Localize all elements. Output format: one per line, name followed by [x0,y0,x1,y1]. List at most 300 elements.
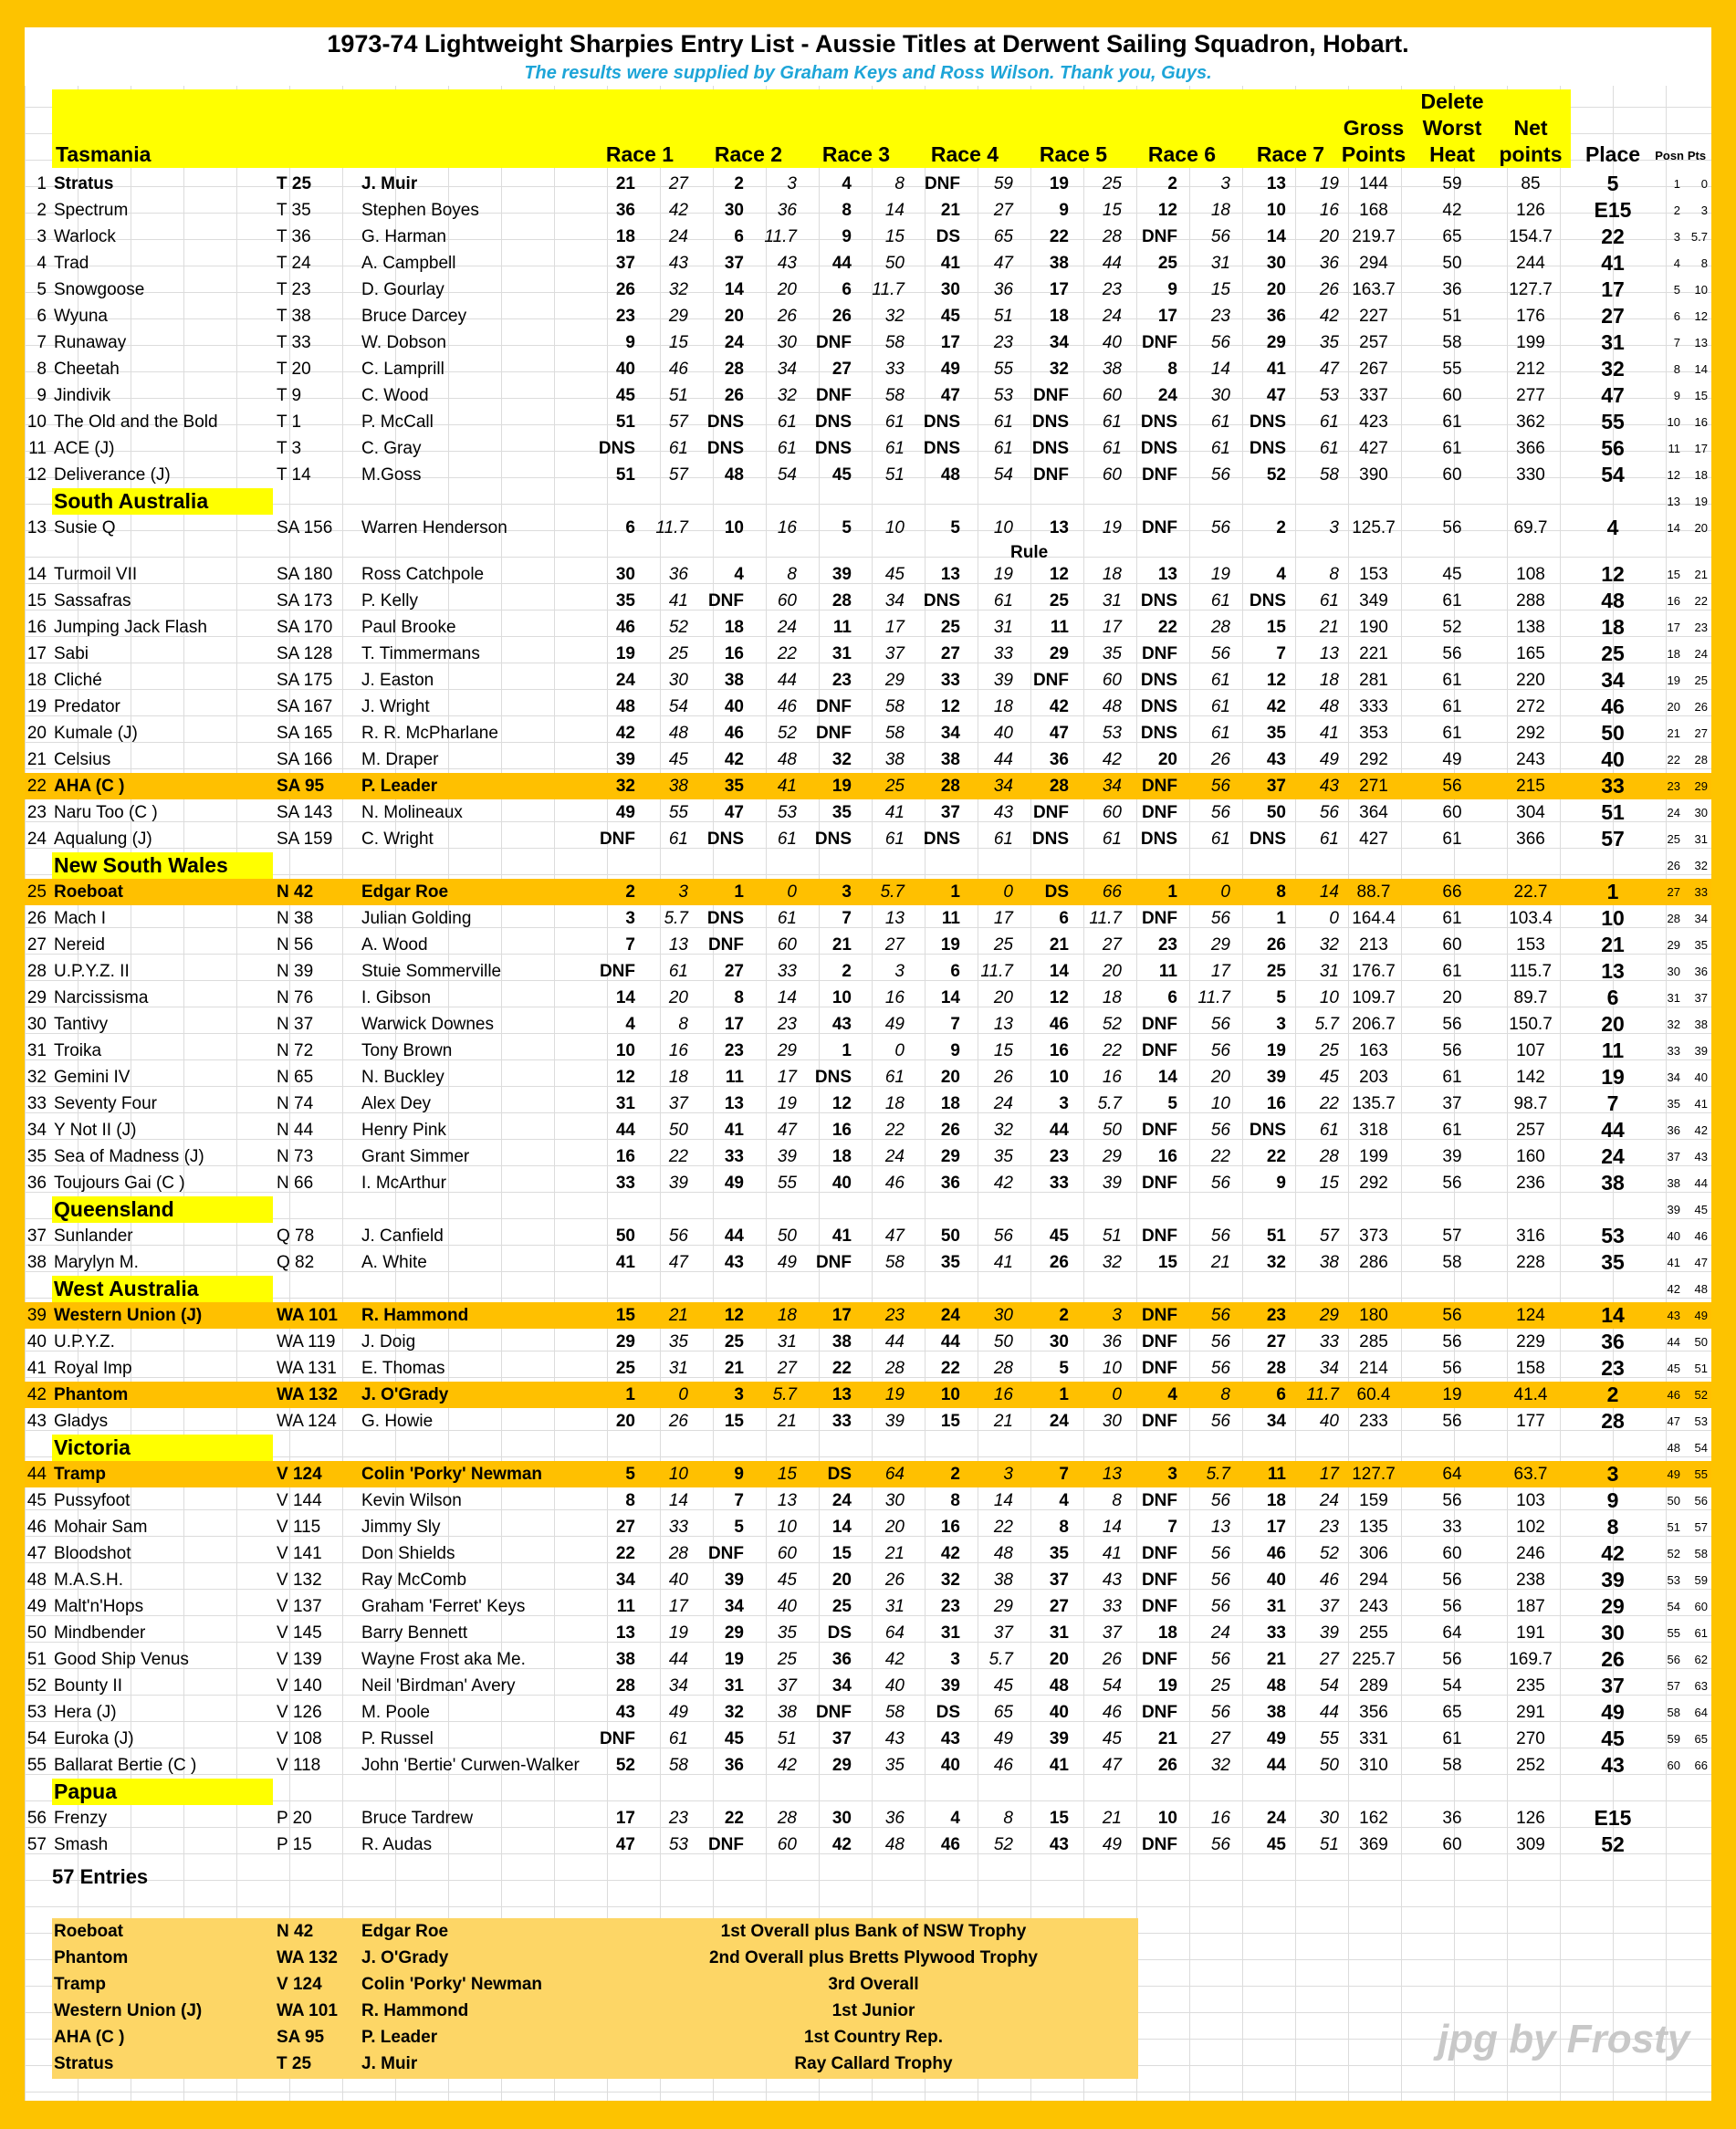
worst-heat: 54 [1442,1676,1462,1696]
pts-value: 58 [1694,1547,1708,1560]
race-4-points: 59 [993,174,1013,193]
final-place: 17 [1601,277,1625,301]
race-7-place: 6 [1276,1385,1286,1404]
race-4-place: 5 [950,518,960,537]
race-5-place: 17 [1049,280,1069,299]
race-5-place: 16 [1049,1041,1069,1060]
boat-name: Sea of Madness (J) [54,1147,204,1166]
posn-value: 50 [1667,1494,1680,1508]
race-3-place: 20 [831,1571,852,1590]
boat-name: Tantivy [54,1015,109,1034]
entry-number: 49 [26,1597,47,1616]
entry-number: 18 [26,671,47,690]
gross-points: 180 [1359,1306,1388,1325]
gross-points: 331 [1359,1729,1388,1748]
race-5-points: 32 [1102,1253,1122,1272]
race-1-points: 34 [668,1676,688,1696]
race-1-place: 3 [625,909,635,928]
race-1-place: DNF [599,1729,635,1748]
race-4-points: 61 [993,591,1013,611]
race-4-place: 25 [940,618,960,637]
state-section-row [25,1196,1711,1223]
race-5-points: 54 [1102,1676,1122,1696]
race-3-place: 30 [831,1809,852,1828]
posn-value: 53 [1667,1573,1680,1587]
posn-value: 2 [1673,204,1680,217]
skipper-name: C. Wood [361,386,429,405]
award-boat: AHA (C ) [54,2028,125,2047]
race-2-points: 14 [777,988,797,1007]
race-3-points: 42 [884,1650,905,1669]
posn-value: 60 [1667,1759,1680,1772]
award-sail: SA 95 [277,2028,325,2047]
net-points: 108 [1516,565,1545,584]
worst-heat: 39 [1442,1147,1462,1166]
gross-points: 427 [1359,439,1388,458]
race-7-points: 19 [1319,174,1339,193]
table-row [25,356,1711,382]
final-place: 25 [1601,642,1625,665]
race-7-points: 57 [1319,1226,1339,1246]
sail-number: T 35 [277,201,311,220]
table-row [25,1117,1711,1143]
race-3-points: 8 [894,174,905,193]
race-5-points: 15 [1102,201,1122,220]
entry-number: 19 [26,697,47,716]
worst-heat: 61 [1442,412,1462,432]
race-2-points: 38 [777,1703,797,1722]
race-3-points: 45 [884,565,905,584]
skipper-name: J. Muir [361,174,418,193]
race-4-place: 3 [950,1650,960,1669]
race-6-place: DNF [1141,1041,1177,1060]
race-5-place: 44 [1049,1121,1069,1140]
race-2-points: 60 [777,935,797,955]
boat-name: Gemini IV [54,1068,131,1087]
state-heading: Victoria [52,1435,273,1461]
worst-heat: 45 [1442,565,1462,584]
race-1-place: 23 [615,307,635,326]
pts-value: 59 [1694,1573,1708,1587]
sail-number: N 76 [277,988,314,1007]
race-7-place: 18 [1266,1491,1286,1510]
race-6-place: DNF [1141,1650,1177,1669]
final-place: 28 [1601,1409,1625,1433]
race-4-place: 4 [950,1809,960,1828]
race-2-points: 45 [777,1571,797,1590]
race-6-place: DNF [1141,1571,1177,1590]
entry-number: 33 [26,1094,47,1113]
race-5-place: 25 [1049,591,1069,611]
pts-value: 50 [1694,1335,1708,1349]
table-row [25,985,1711,1011]
worst-heat: 49 [1442,750,1462,769]
race-6-points: 32 [1210,1756,1230,1775]
skipper-name: J. Wright [361,697,430,716]
race-1-points: 57 [668,412,688,432]
race-6-place: DNF [1141,227,1177,246]
sail-number: Q 82 [277,1253,315,1272]
race-3-points: 61 [884,439,905,458]
race-4-points: 19 [993,565,1013,584]
race-5-place: 27 [1049,1597,1069,1616]
posn-value: 55 [1667,1626,1680,1640]
race-3-place: DNF [815,386,852,405]
race-1-points: 10 [668,1465,688,1484]
final-place: 35 [1601,1250,1625,1274]
sail-number: N 56 [277,935,314,955]
pts-value: 64 [1694,1706,1708,1719]
race-7-points: 61 [1319,591,1339,611]
race-6-place: 20 [1157,750,1177,769]
race-3-place: 19 [831,777,852,796]
race-6-points: 56 [1210,1835,1230,1854]
race-2-points: 51 [777,1729,797,1748]
sail-number: Q 78 [277,1226,315,1246]
race-1-place: 15 [615,1306,635,1325]
posn-value: 20 [1667,700,1680,714]
boat-name: Euroka (J) [54,1729,134,1748]
race-7-points: 40 [1319,1412,1339,1431]
race-5-place: 45 [1049,1226,1069,1246]
sail-number: T 23 [277,280,311,299]
race-2-points: 60 [777,1544,797,1563]
entry-number: 9 [37,386,47,405]
race-7-place: 3 [1276,1015,1286,1034]
skipper-name: P. McCall [361,412,434,432]
race-1-place: 30 [615,565,635,584]
posn-value: 28 [1667,912,1680,925]
award-boat: Roeboat [54,1922,123,1941]
race-7-place: 14 [1266,227,1286,246]
net-points: 127.7 [1509,280,1553,299]
posn-value: 38 [1667,1176,1680,1190]
pts-value: 36 [1694,965,1708,978]
race-6-place: 10 [1157,1809,1177,1828]
race-2-place: 21 [724,1359,744,1378]
net-points: 169.7 [1509,1650,1553,1669]
final-place: 50 [1601,721,1625,745]
boat-name: Good Ship Venus [54,1650,189,1669]
table-row [25,561,1711,588]
race-2-points: 53 [777,803,797,822]
gross-points: 255 [1359,1623,1388,1643]
skipper-name: J. O'Grady [361,1385,449,1404]
race-6-points: 56 [1210,803,1230,822]
race-2-place: DNF [707,1544,744,1563]
posn-value: 47 [1667,1414,1680,1428]
page-subtitle: The results were supplied by Graham Keys and Ross Wilson. Thank you, Guys. [25,60,1711,86]
race-2-place: 45 [724,1729,744,1748]
race-2-place: 31 [724,1676,744,1696]
race-3-place: 17 [831,1306,852,1325]
boat-name: Troika [54,1041,102,1060]
race-5-points: 25 [1102,174,1122,193]
race-3-place: 44 [831,254,852,273]
race-3-place: 45 [831,465,852,485]
race-5-place: 11 [1050,618,1069,637]
race-5-points: 42 [1102,750,1122,769]
race-2-place: 17 [724,1015,744,1034]
race-4-place: DNS [923,412,960,432]
race-7-place: 11 [1267,1465,1286,1484]
race-1-place: 51 [615,465,635,485]
table-row [25,1408,1711,1435]
race-4-place: 12 [940,697,960,716]
race-4-points: 8 [1003,1809,1013,1828]
posn-value: 36 [1667,1123,1680,1137]
race-3-points: 21 [884,1544,905,1563]
net-points: 153 [1516,935,1545,955]
table-row [25,329,1711,356]
race-5-place: 33 [1049,1174,1069,1193]
pts-value: 24 [1694,647,1708,661]
race-5-points: 26 [1102,1650,1122,1669]
sail-number: SA 175 [277,671,333,690]
boat-name: Tramp [54,1465,107,1484]
race-5-points: 40 [1102,333,1122,352]
pts-value: 29 [1694,779,1708,793]
sail-number: WA 124 [277,1412,337,1431]
race-5-points: 37 [1102,1623,1122,1643]
race-4-points: 10 [993,518,1013,537]
race-6-place: 13 [1157,565,1177,584]
race-6-place: DNF [1141,1174,1177,1193]
table-row [25,1355,1711,1382]
race-6-place: 5 [1167,1094,1177,1113]
race-3-place: DS [827,1465,852,1484]
race-5-points: 13 [1102,1465,1122,1484]
sail-number: SA 166 [277,750,333,769]
pts-value: 28 [1694,753,1708,767]
race-6-place: DNF [1141,465,1177,485]
race-6-points: 26 [1210,750,1230,769]
race-2-points: 15 [777,1465,797,1484]
table-row [25,1223,1711,1249]
net-points: 107 [1516,1041,1545,1060]
sail-number: V 139 [277,1650,322,1669]
race-4-points: 55 [993,360,1013,379]
net-points: 41.4 [1513,1385,1548,1404]
race-2-place: 33 [724,1147,744,1166]
race-3-place: DNS [814,1068,852,1087]
race-1-place: 17 [615,1809,635,1828]
entry-number: 55 [26,1756,47,1775]
race-7-place: 31 [1266,1597,1286,1616]
final-place: 3 [1606,1462,1619,1486]
race-3-points: 41 [884,803,905,822]
race-3-points: 15 [884,227,905,246]
race-2-place: 3 [734,1385,744,1404]
boat-name: Mohair Sam [54,1518,148,1537]
race-7-place: 29 [1266,333,1286,352]
race-4-place: 35 [940,1253,960,1272]
race-6-points: 56 [1210,1332,1230,1351]
gross-points: 190 [1359,618,1388,637]
skipper-name: E. Thomas [361,1359,445,1378]
race-1-place: 40 [615,360,635,379]
race-2-points: 39 [777,1147,797,1166]
race-5-place: 8 [1059,1518,1069,1537]
posn-value: 18 [1667,647,1680,661]
worst-heat: 61 [1442,962,1462,981]
race-6-points: 56 [1210,518,1230,537]
race-6-points: 61 [1210,671,1230,690]
race-header-4: Race 4 [930,142,999,166]
table-row [25,382,1711,409]
net-points: 154.7 [1509,227,1553,246]
entry-number: 43 [26,1412,47,1431]
worst-heat: 64 [1442,1465,1462,1484]
race-5-points: 28 [1102,227,1122,246]
net-points: 330 [1516,465,1545,485]
race-7-place: 32 [1266,1253,1286,1272]
race-1-points: 50 [668,1121,688,1140]
gross-points: 164.4 [1352,909,1396,928]
race-3-place: 13 [831,1385,852,1404]
race-3-points: 40 [884,1676,905,1696]
worst-heat: 56 [1442,1041,1462,1060]
race-2-points: 48 [777,750,797,769]
worst-heat: 60 [1442,1544,1462,1563]
race-3-place: DNS [814,412,852,432]
race-7-place: 48 [1266,1676,1286,1696]
state-section-row [25,852,1711,879]
posn-value: 10 [1667,415,1680,429]
race-4-points: 32 [993,1121,1013,1140]
sail-number: SA 170 [277,618,333,637]
race-4-points: 29 [993,1597,1013,1616]
skipper-name: C. Wright [361,830,434,849]
race-5-points: 10 [1102,1359,1122,1378]
race-5-points: 50 [1102,1121,1122,1140]
pts-value: 26 [1694,700,1708,714]
table-row [25,641,1711,667]
award-skipper: J. Muir [361,2054,418,2073]
race-5-points: 21 [1102,1809,1122,1828]
race-7-place: 16 [1266,1094,1286,1113]
entry-number: 35 [26,1147,47,1166]
race-5-points: 16 [1102,1068,1122,1087]
race-2-points: 34 [777,360,797,379]
race-7-points: 16 [1319,201,1339,220]
race-4-points: 51 [993,307,1013,326]
race-2-points: 26 [777,307,797,326]
race-3-points: 61 [884,412,905,432]
boat-name: Ballarat Bertie (C ) [54,1756,197,1775]
race-5-points: 45 [1102,1729,1122,1748]
gross-points: 427 [1359,830,1388,849]
race-5-points: 27 [1102,935,1122,955]
race-4-place: 11 [941,909,960,928]
race-1-points: 13 [668,935,688,955]
race-6-points: 56 [1210,777,1230,796]
race-7-points: 33 [1319,1332,1339,1351]
race-7-place: 46 [1266,1544,1286,1563]
posn-value: 30 [1667,965,1680,978]
entry-number: 22 [26,777,47,796]
race-5-place: DNF [1032,386,1069,405]
race-7-points: 58 [1319,465,1339,485]
race-5-place: 47 [1049,724,1069,743]
entry-number: 25 [26,882,47,902]
race-2-place: 23 [724,1041,744,1060]
race-1-points: 11.7 [655,518,688,537]
race-5-points: 61 [1102,830,1122,849]
boat-name: Frenzy [54,1809,108,1828]
race-7-points: 31 [1319,962,1339,981]
spreadsheet [25,27,1711,2101]
race-3-points: 58 [884,1253,905,1272]
skipper-name: Stephen Boyes [361,201,479,220]
table-row [25,746,1711,773]
pts-value: 30 [1694,806,1708,819]
race-3-points: 0 [894,1041,905,1060]
race-2-place: 35 [724,777,744,796]
race-5-points: 47 [1102,1756,1122,1775]
award-boat: Tramp [54,1975,107,1994]
race-2-place: 15 [724,1412,744,1431]
entry-number: 40 [26,1332,47,1351]
race-1-points: 37 [668,1094,688,1113]
race-2-points: 19 [777,1094,797,1113]
race-2-points: 0 [787,882,797,902]
race-7-points: 18 [1319,671,1339,690]
net-points: 63.7 [1513,1465,1548,1484]
gross-points: 213 [1359,935,1388,955]
pts-value: 63 [1694,1679,1708,1693]
race-6-place: DNF [1141,1121,1177,1140]
race-6-place: 4 [1167,1385,1177,1404]
race-3-points: 47 [884,1226,905,1246]
race-header-6: Race 6 [1147,142,1217,166]
table-row [25,1726,1711,1752]
race-7-points: 28 [1319,1147,1339,1166]
race-7-place: 26 [1266,935,1286,955]
table-row [25,171,1711,197]
race-4-points: 3 [1003,1465,1013,1484]
posn-value: 34 [1667,1070,1680,1084]
sail-number: WA 119 [277,1332,336,1351]
race-6-place: 2 [1167,174,1177,193]
race-3-points: 36 [884,1809,905,1828]
race-1-points: 26 [668,1412,688,1431]
race-7-place: 36 [1266,307,1286,326]
race-2-place: 30 [724,201,744,220]
race-3-points: 22 [884,1121,905,1140]
sail-number: N 73 [277,1147,314,1166]
posn-value: 16 [1667,594,1680,608]
worst-heat: 52 [1442,618,1462,637]
sail-number: SA 95 [277,777,325,796]
race-2-points: 13 [777,1491,797,1510]
race-1-points: 48 [668,724,688,743]
gross-points: 135.7 [1352,1094,1396,1113]
race-1-place: 41 [615,1253,635,1272]
final-place: 51 [1601,800,1625,824]
net-points: 98.7 [1513,1094,1548,1113]
race-7-place: 7 [1276,644,1286,663]
race-7-place: 20 [1266,280,1286,299]
race-1-place: 47 [615,1835,635,1854]
race-2-place: 44 [724,1226,744,1246]
worst-heat: 61 [1442,724,1462,743]
gross-points: 369 [1359,1835,1388,1854]
race-4-points: 25 [993,935,1013,955]
gross-points: 221 [1359,644,1388,663]
skipper-name: Don Shields [361,1544,455,1563]
delete-worst-heat-header: Delete Worst Heat [1420,89,1484,166]
